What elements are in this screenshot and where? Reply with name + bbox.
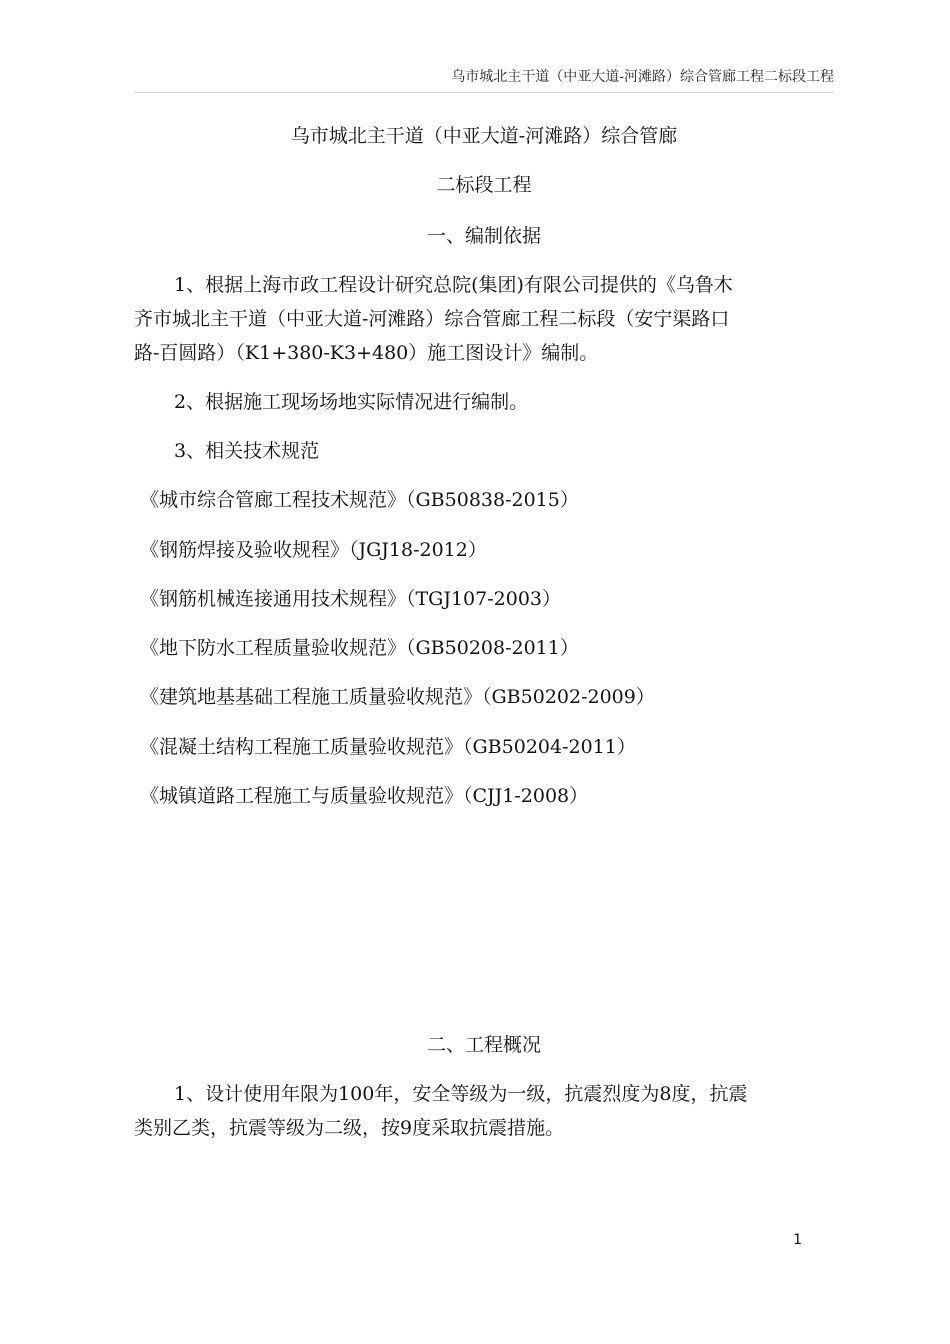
standard-item: 《钢筋焊接及验收规程》（JGJ18-2012） bbox=[140, 539, 487, 561]
document-title-line-2: 二标段工程 bbox=[436, 174, 532, 196]
basis-item-3: 3、相关技术规范 bbox=[174, 440, 320, 462]
overview-item-1-line-2: 类别乙类，抗震等级为二级，按9度采取抗震措施。 bbox=[134, 1117, 565, 1139]
running-header: 乌市城北主干道（中亚大道-河滩路）综合管廊工程二标段工程 bbox=[451, 69, 834, 85]
standard-item: 《混凝土结构工程施工质量验收规范》（GB50204-2011） bbox=[140, 736, 636, 758]
standard-item: 《城镇道路工程施工与质量验收规范》（CJJ1-2008） bbox=[140, 785, 589, 807]
basis-item-1-line-1: 1、根据上海市政工程设计研究总院(集团)有限公司提供的《乌鲁木 bbox=[174, 274, 733, 296]
standard-item: 《地下防水工程质量验收规范》（GB50208-2011） bbox=[140, 637, 579, 659]
basis-item-1-line-3: 路-百圆路）（K1+380-K3+480）施工图设计》编制。 bbox=[134, 342, 599, 364]
standard-item: 《建筑地基基础工程施工质量验收规范》（GB50202-2009） bbox=[140, 686, 655, 708]
basis-item-1-line-2: 齐市城北主干道（中亚大道-河滩路）综合管廊工程二标段（安宁渠路口 bbox=[134, 308, 730, 330]
document-title-line-1: 乌市城北主干道（中亚大道-河滩路）综合管廊 bbox=[290, 125, 678, 147]
standard-item: 《钢筋机械连接通用技术规程》（TGJ107-2003） bbox=[140, 588, 562, 610]
header-rule bbox=[134, 92, 834, 93]
overview-item-1-line-1: 1、设计使用年限为100年，安全等级为一级，抗震烈度为8度，抗震 bbox=[174, 1083, 748, 1105]
section-heading-basis: 一、编制依据 bbox=[426, 225, 541, 247]
page-number: 1 bbox=[793, 1232, 802, 1248]
basis-item-2: 2、根据施工现场场地实际情况进行编制。 bbox=[174, 391, 529, 413]
section-heading-overview: 二、工程概况 bbox=[426, 1034, 541, 1056]
standard-item: 《城市综合管廊工程技术规范》（GB50838-2015） bbox=[140, 489, 579, 511]
